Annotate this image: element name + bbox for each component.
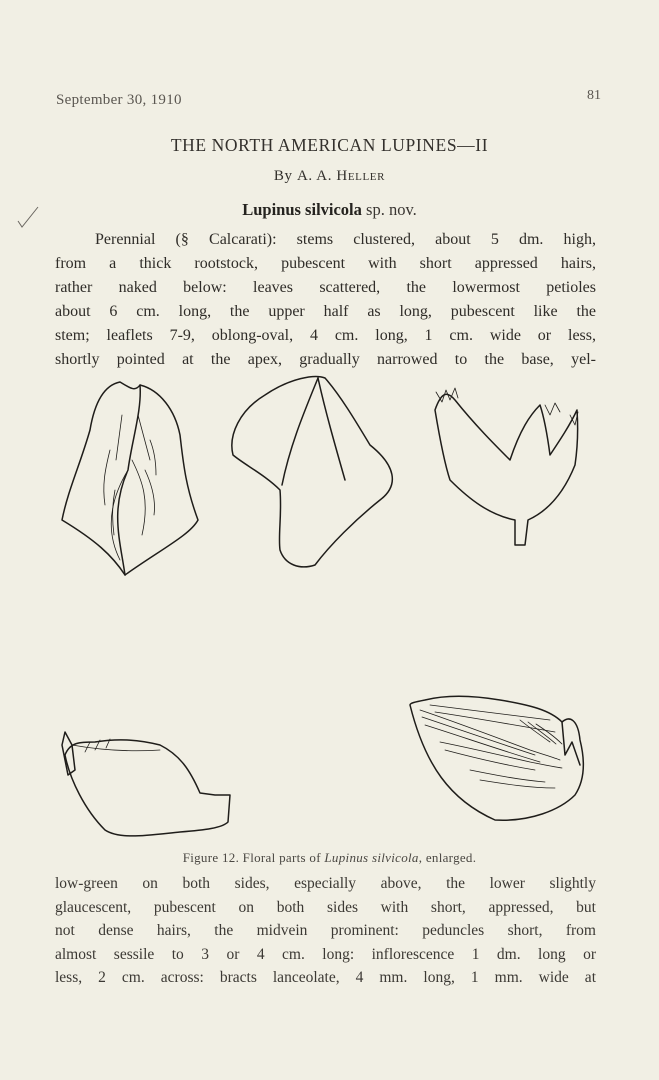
figure-caption bbox=[0, 850, 659, 866]
species-name: Lupinus silvicola bbox=[242, 200, 362, 219]
stamens-in-keel-icon bbox=[410, 696, 583, 820]
page-number: 81 bbox=[587, 88, 601, 103]
byline bbox=[0, 168, 659, 185]
text-line: glaucescent, pubescent on both sides with short, appressed, but bbox=[55, 898, 596, 916]
byline-prefix: By bbox=[273, 168, 293, 184]
banner-petal-icon bbox=[62, 382, 198, 575]
author-name: A. A. Heller bbox=[296, 168, 386, 184]
text-line: low-green on both sides, especially above, the lower slightly bbox=[55, 875, 596, 892]
running-head bbox=[56, 88, 601, 112]
caption-prefix: Figure 12. Floral parts of bbox=[182, 850, 321, 865]
text-line: rather naked below: leaves scattered, the lowermost petioles bbox=[55, 279, 596, 296]
issue-date: September 30, 1910 bbox=[56, 92, 182, 108]
text-line: from a thick rootstock, pubescent with short appressed hairs, bbox=[55, 255, 596, 272]
description-paragraph bbox=[55, 228, 596, 372]
text-line: almost sessile to 3 or 4 cm. long: inflorescence 1 dm. long or bbox=[55, 945, 596, 963]
article-title: THE NORTH AMERICAN LUPINES—II bbox=[170, 135, 489, 155]
caption-species: Lupinus silvicola bbox=[324, 850, 419, 865]
keel-petal-icon bbox=[62, 732, 230, 836]
species-heading bbox=[0, 200, 659, 220]
floral-parts-drawing bbox=[50, 370, 610, 840]
species-status: sp. nov. bbox=[366, 200, 417, 219]
text-line: not dense hairs, the midvein prominent: peduncles short, from bbox=[55, 922, 596, 939]
wing-petal-icon bbox=[232, 377, 392, 567]
text-line: Perennial (§ Calcarati): stems clustered, about 5 dm. high, bbox=[95, 231, 596, 248]
text-line: about 6 cm. long, the upper half as long, pubescent like the bbox=[55, 303, 596, 320]
calyx-icon bbox=[435, 388, 578, 545]
floral-parts-figure bbox=[50, 370, 610, 840]
text-line: shortly pointed at the apex, gradually narrowed to the base, yel- bbox=[55, 351, 596, 368]
text-line: stem; leaflets 7-9, oblong-oval, 4 cm. long, 1 cm. wide or less, bbox=[55, 327, 596, 344]
continuation-paragraph bbox=[55, 872, 596, 990]
text-line: less, 2 cm. across: bracts lanceolate, 4 mm. long, 1 mm. wide at bbox=[55, 969, 596, 986]
caption-suffix: , enlarged. bbox=[418, 850, 477, 865]
